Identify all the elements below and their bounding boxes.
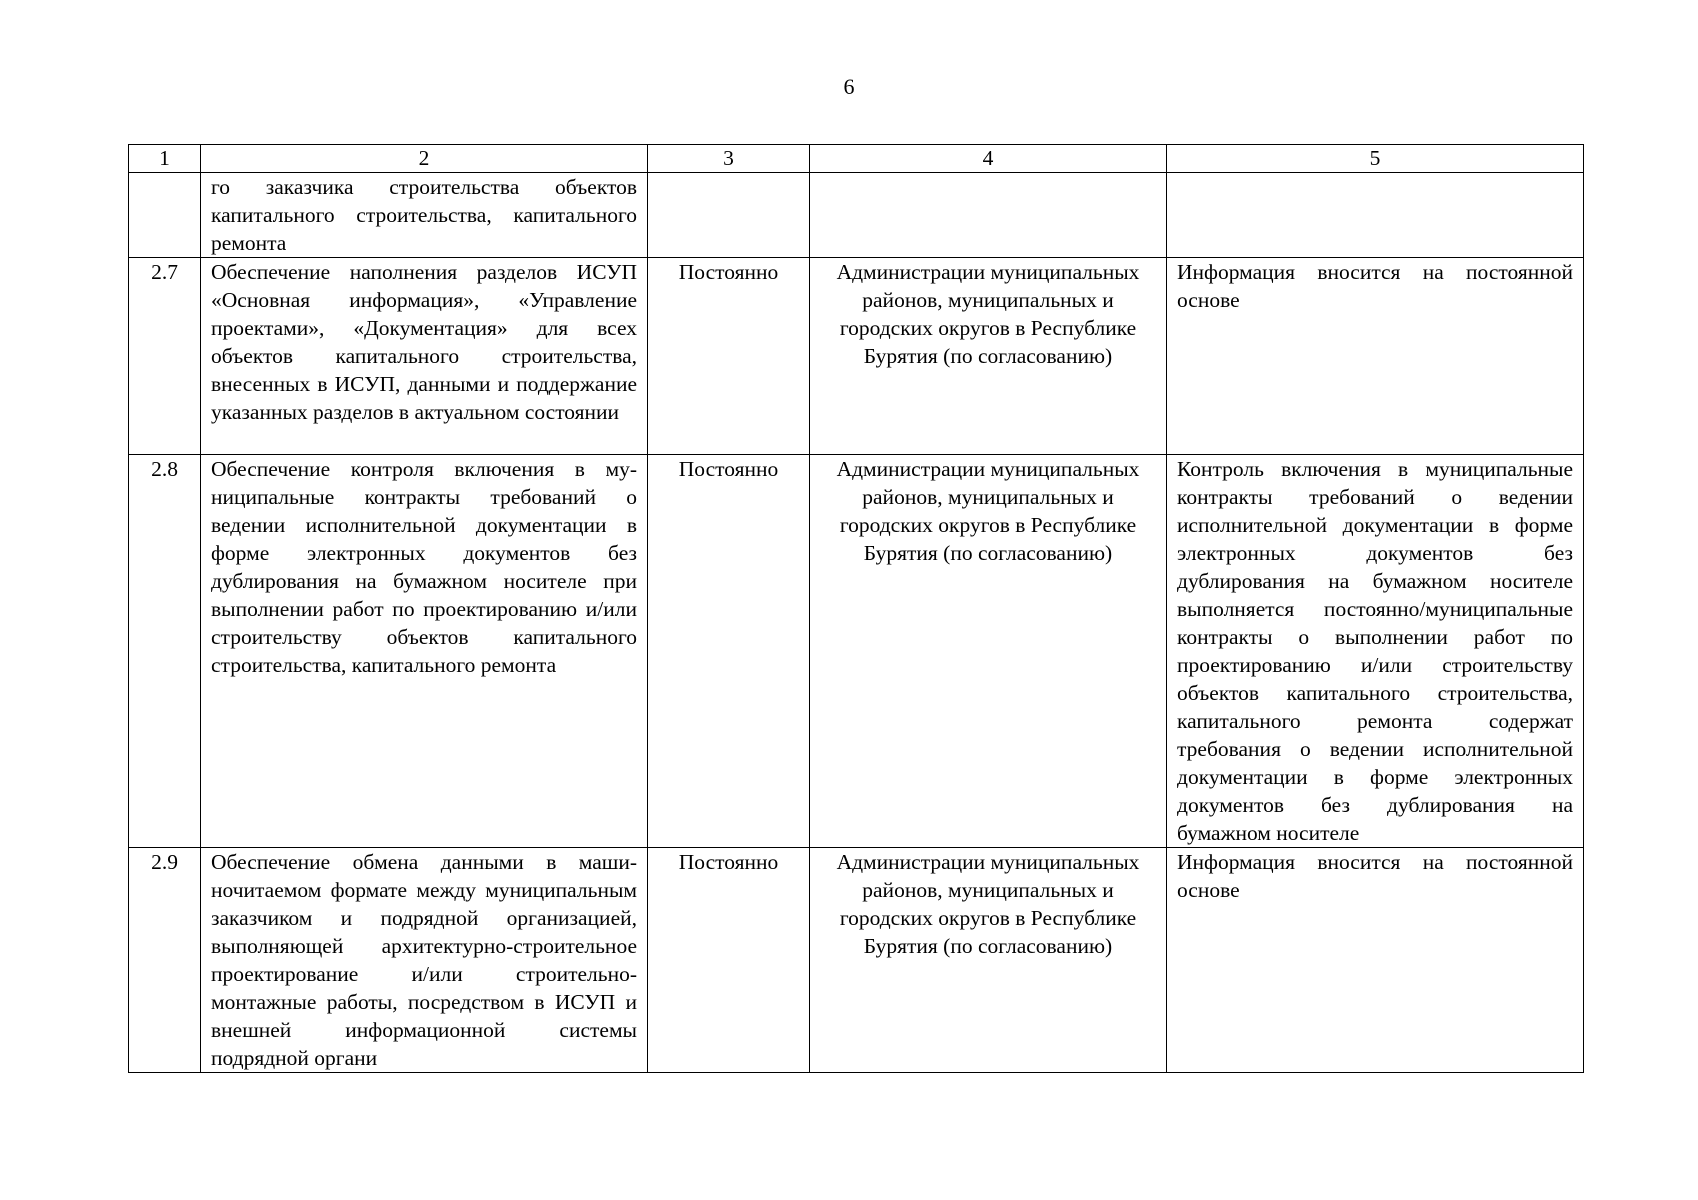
row-responsible: Администрации муниципальных районов, муниципальных и городских округов в Республике Бурятия (по согласованию): [810, 848, 1167, 1073]
header-col-5: 5: [1167, 145, 1584, 173]
table-row: [129, 258, 1584, 455]
row-term: Постоянно: [648, 848, 810, 1073]
row-result: Информация вносится на постоянной основе: [1167, 258, 1584, 455]
row-responsible: Администрации муниципальных районов, муниципальных и городских округов в Республике Бурятия (по согласованию): [810, 258, 1167, 455]
row-term: [648, 173, 810, 258]
row-description: Обеспечение наполнения разделов ИСУП «Основная информация», «Управление проектами», «Документация» для всех объектов капитального строительства, внесенных в ИСУП, данными и поддержание указанных разделов в актуальном состоянии: [201, 258, 648, 455]
header-col-4: 4: [810, 145, 1167, 173]
row-number: [129, 173, 201, 258]
row-result: [1167, 173, 1584, 258]
row-number: 2.7: [129, 258, 201, 455]
table-row: [129, 455, 1584, 848]
row-term: Постоянно: [648, 455, 810, 848]
row-description: го заказчика строительства объектов капитального строительства, капитального ремонта: [201, 173, 648, 258]
row-responsible: Администрации муниципальных районов, муниципальных и городских округов в Республике Бурятия (по согласованию): [810, 455, 1167, 848]
row-number: 2.8: [129, 455, 201, 848]
row-term: Постоянно: [648, 258, 810, 455]
row-number: 2.9: [129, 848, 201, 1073]
table-row: [129, 848, 1584, 1073]
header-col-1: 1: [129, 145, 201, 173]
measures-table: [128, 144, 1584, 1073]
row-result: Информация вносится на постоянной основе: [1167, 848, 1584, 1073]
header-col-2: 2: [201, 145, 648, 173]
row-responsible: [810, 173, 1167, 258]
header-col-3: 3: [648, 145, 810, 173]
row-result: Контроль включения в муниципальные контракты требований о ведении исполнительной документации в форме электронных документов без дублирования на бумажном носителе выполняется постоянно/муниципальные контракты о выполнении работ по проектированию и/или строительству объектов капитального строительства, капитального ремонта содержат требования о ведении исполнительной документации в форме электронных документов без дублирования на бумажном носителе: [1167, 455, 1584, 848]
row-description: Обеспечение контроля включения в муниципальные контракты требований о ведении исполнительной документации в форме электронных документов без дублирования на бумажном носителе при выполнении работ по проектированию и/или строительству объектов капитального строительства, капитального ремонта: [201, 455, 648, 848]
table-header-row: [129, 145, 1584, 173]
table-row: [129, 173, 1584, 258]
row-description: Обеспечение обмена данными в машиночитаемом формате между муниципальным заказчиком и подрядной организацией, выполняющей архитектурно-строительное проектирование и/или строительно-монтажные работы, посредством в ИСУП и внешней информационной системы подрядной органи: [201, 848, 648, 1073]
page-number: 6: [843, 74, 855, 99]
